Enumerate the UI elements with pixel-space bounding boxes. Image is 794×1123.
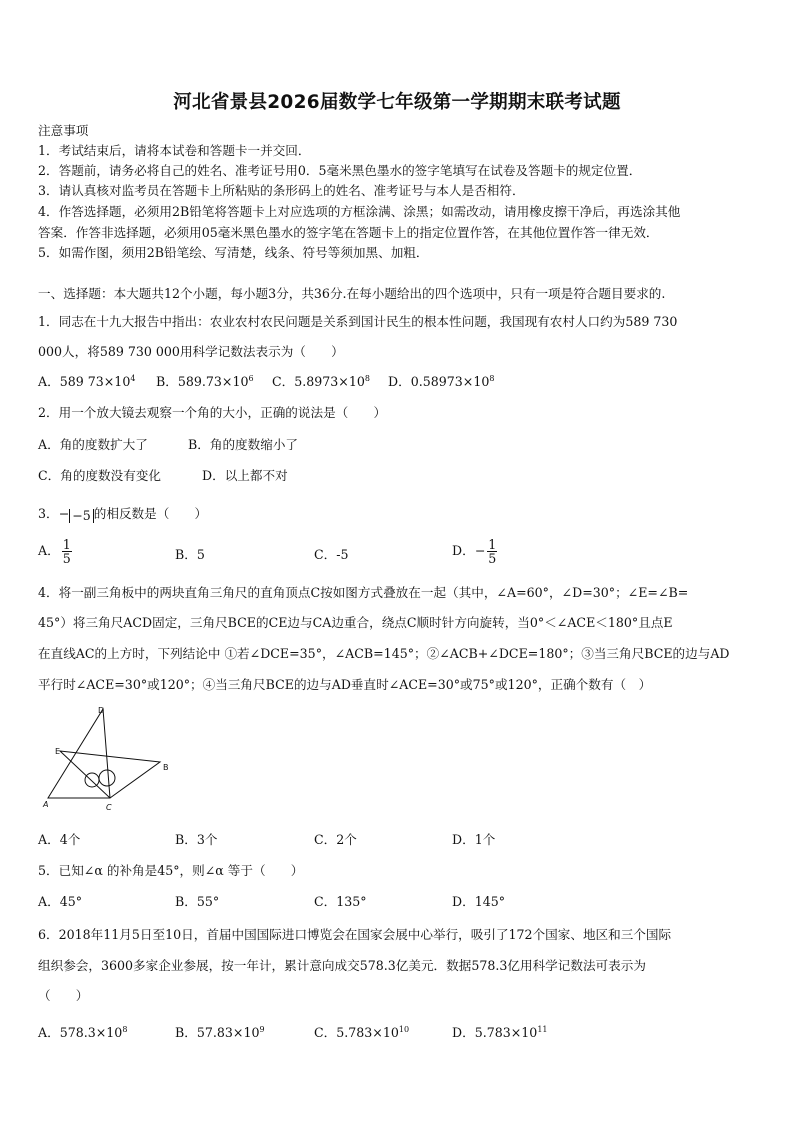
q3-option-a-fraction: $\frac{1}{5}$ — [62, 537, 71, 566]
q2-option-a: A．角的度数扩大了 — [38, 437, 148, 452]
triangle-bce — [60, 751, 160, 798]
q3-option-c: C．-5 — [314, 547, 349, 562]
q6-option-b: B．$57.83\times 10^9$ — [175, 1025, 265, 1040]
q6-stem-line1: 6．2018年11月5日至10日，首届中国国际进口博览会在国家会展中心举行，吸引了172个国家、地区和三个国际 — [38, 927, 672, 942]
q1-option-b: B．$589.73\times 10^6$ — [156, 374, 254, 389]
q5-option-c: C．135° — [314, 894, 367, 909]
q1-stem-line2: 000人，将589 730 000用科学记数法表示为（ ） — [38, 344, 344, 359]
q5-option-a: A．45° — [38, 894, 83, 909]
angle-marker-1 — [85, 773, 99, 787]
label-d: D — [98, 706, 105, 715]
label-e: E — [55, 747, 61, 756]
section-heading: 一、选择题：本大题共12个小题，每小题3分，共36分.在每小题给出的四个选项中，只有一项是符合题目要求的. — [38, 286, 666, 301]
q1-option-d: D．$0.58973\times 10^8$ — [388, 374, 495, 389]
q6-option-d: D．$5.783\times 10^{11}$ — [452, 1025, 548, 1040]
exam-title: 河北省景县2026届数学七年级第一学期期末联考试题 — [173, 92, 621, 113]
q3-stem: 3．− −5 的相反数是（ ） — [38, 506, 208, 523]
q4-triangle-figure — [38, 704, 178, 814]
q4-option-b: B．3个 — [175, 832, 218, 847]
q1-option-c: C．$5.8973\times 10^8$ — [272, 374, 370, 389]
label-a: A — [43, 800, 49, 809]
q1-option-a: A．589 $73\times 10^4$ — [38, 374, 136, 389]
q4-option-c: C．2个 — [314, 832, 357, 847]
notice-item-4-cont: 答案．作答非选择题，必须用05毫米黑色墨水的签字笔在答题卡上的指定位置作答，在其他位置作答一律无效． — [38, 225, 659, 240]
notice-item-5: 5．如需作图，须用2B铅笔绘、写清楚，线条、符号等须加黑、加粗． — [38, 245, 429, 260]
notice-heading: 注意事项 — [38, 123, 89, 138]
q6-option-a: A．$578.3\times 10^8$ — [38, 1025, 128, 1040]
q3-option-b: B．5 — [175, 547, 205, 562]
q6-stem-line2: 组织参会，3600多家企业参展，按一年计，累计意向成交578.3亿美元．数据578.3亿用科学记数法可表示为 — [38, 958, 646, 973]
q4-option-a: A．4个 — [38, 832, 81, 847]
q6-stem-line3: （ ） — [38, 988, 89, 1003]
q1-stem-line1: 1．同志在十九大报告中指出：农业农村农民问题是关系到国计民生的根本性问题，我国现有农村人口约为589 730 — [38, 314, 678, 329]
q5-stem: 5．已知∠α 的补角是45°，则∠α 等于（ ） — [38, 863, 304, 878]
angle-marker-2 — [99, 770, 115, 786]
q6-option-c: C．$5.783\times 10^{10}$ — [314, 1025, 410, 1040]
q4-stem-line4: 平行时∠ACE=30°或120°；④当三角尺BCE的边与AD垂直时∠ACE=30°或75°或120°，正确个数有（ ） — [38, 677, 652, 692]
q4-option-d: D．1个 — [452, 832, 496, 847]
q3-option-d-fraction: $\frac{1}{5}$ — [488, 537, 497, 566]
q5-option-d: D．145° — [452, 894, 506, 909]
q3-absolute-value: −5 — [69, 509, 94, 523]
q4-stem-line2: 45°）将三角尺ACD固定，三角尺BCE的CE边与CA边重合，绕点C顺时针方向旋转，当0°＜∠ACE＜180°且点E — [38, 615, 673, 630]
label-c: C — [106, 803, 112, 812]
q4-stem-line3: 在直线AC的上方时，下列结论中 ①若∠DCE=35°，∠ACB=145°；②∠ACB+∠DCE=180°；③当三角尺BCE的边与AD — [38, 646, 730, 661]
notice-item-3: 3．请认真核对监考员在答题卡上所粘贴的条形码上的姓名、准考证号与本人是否相符． — [38, 183, 525, 198]
q3-option-d: D．− $\frac{1}{5}$ — [452, 537, 497, 566]
q2-option-c: C．角的度数没有变化 — [38, 468, 161, 483]
q5-option-b: B．55° — [175, 894, 220, 909]
q4-stem-line1: 4．将一副三角板中的两块直角三角尺的直角顶点C按如图方式叠放在一起（其中，∠A=60°，∠D=30°；∠E=∠B= — [38, 585, 689, 600]
q2-stem: 2．用一个放大镜去观察一个角的大小，正确的说法是（ ） — [38, 405, 387, 420]
notice-item-2: 2．答题前，请务必将自己的姓名、准考证号用0．5毫米黑色墨水的签字笔填写在试卷及答题卡的规定位置． — [38, 163, 642, 178]
q3-option-a: A． $\frac{1}{5}$ — [38, 537, 71, 566]
notice-item-4: 4．作答选择题，必须用2B铅笔将答题卡上对应选项的方框涂满、涂黑；如需改动，请用橡皮擦干净后，再选涂其他 — [38, 204, 681, 219]
label-b: B — [163, 763, 169, 772]
q2-option-b: B．角的度数缩小了 — [188, 437, 299, 452]
q2-option-d: D．以上都不对 — [202, 468, 288, 483]
notice-item-1: 1．考试结束后，请将本试卷和答题卡一并交回． — [38, 143, 311, 158]
